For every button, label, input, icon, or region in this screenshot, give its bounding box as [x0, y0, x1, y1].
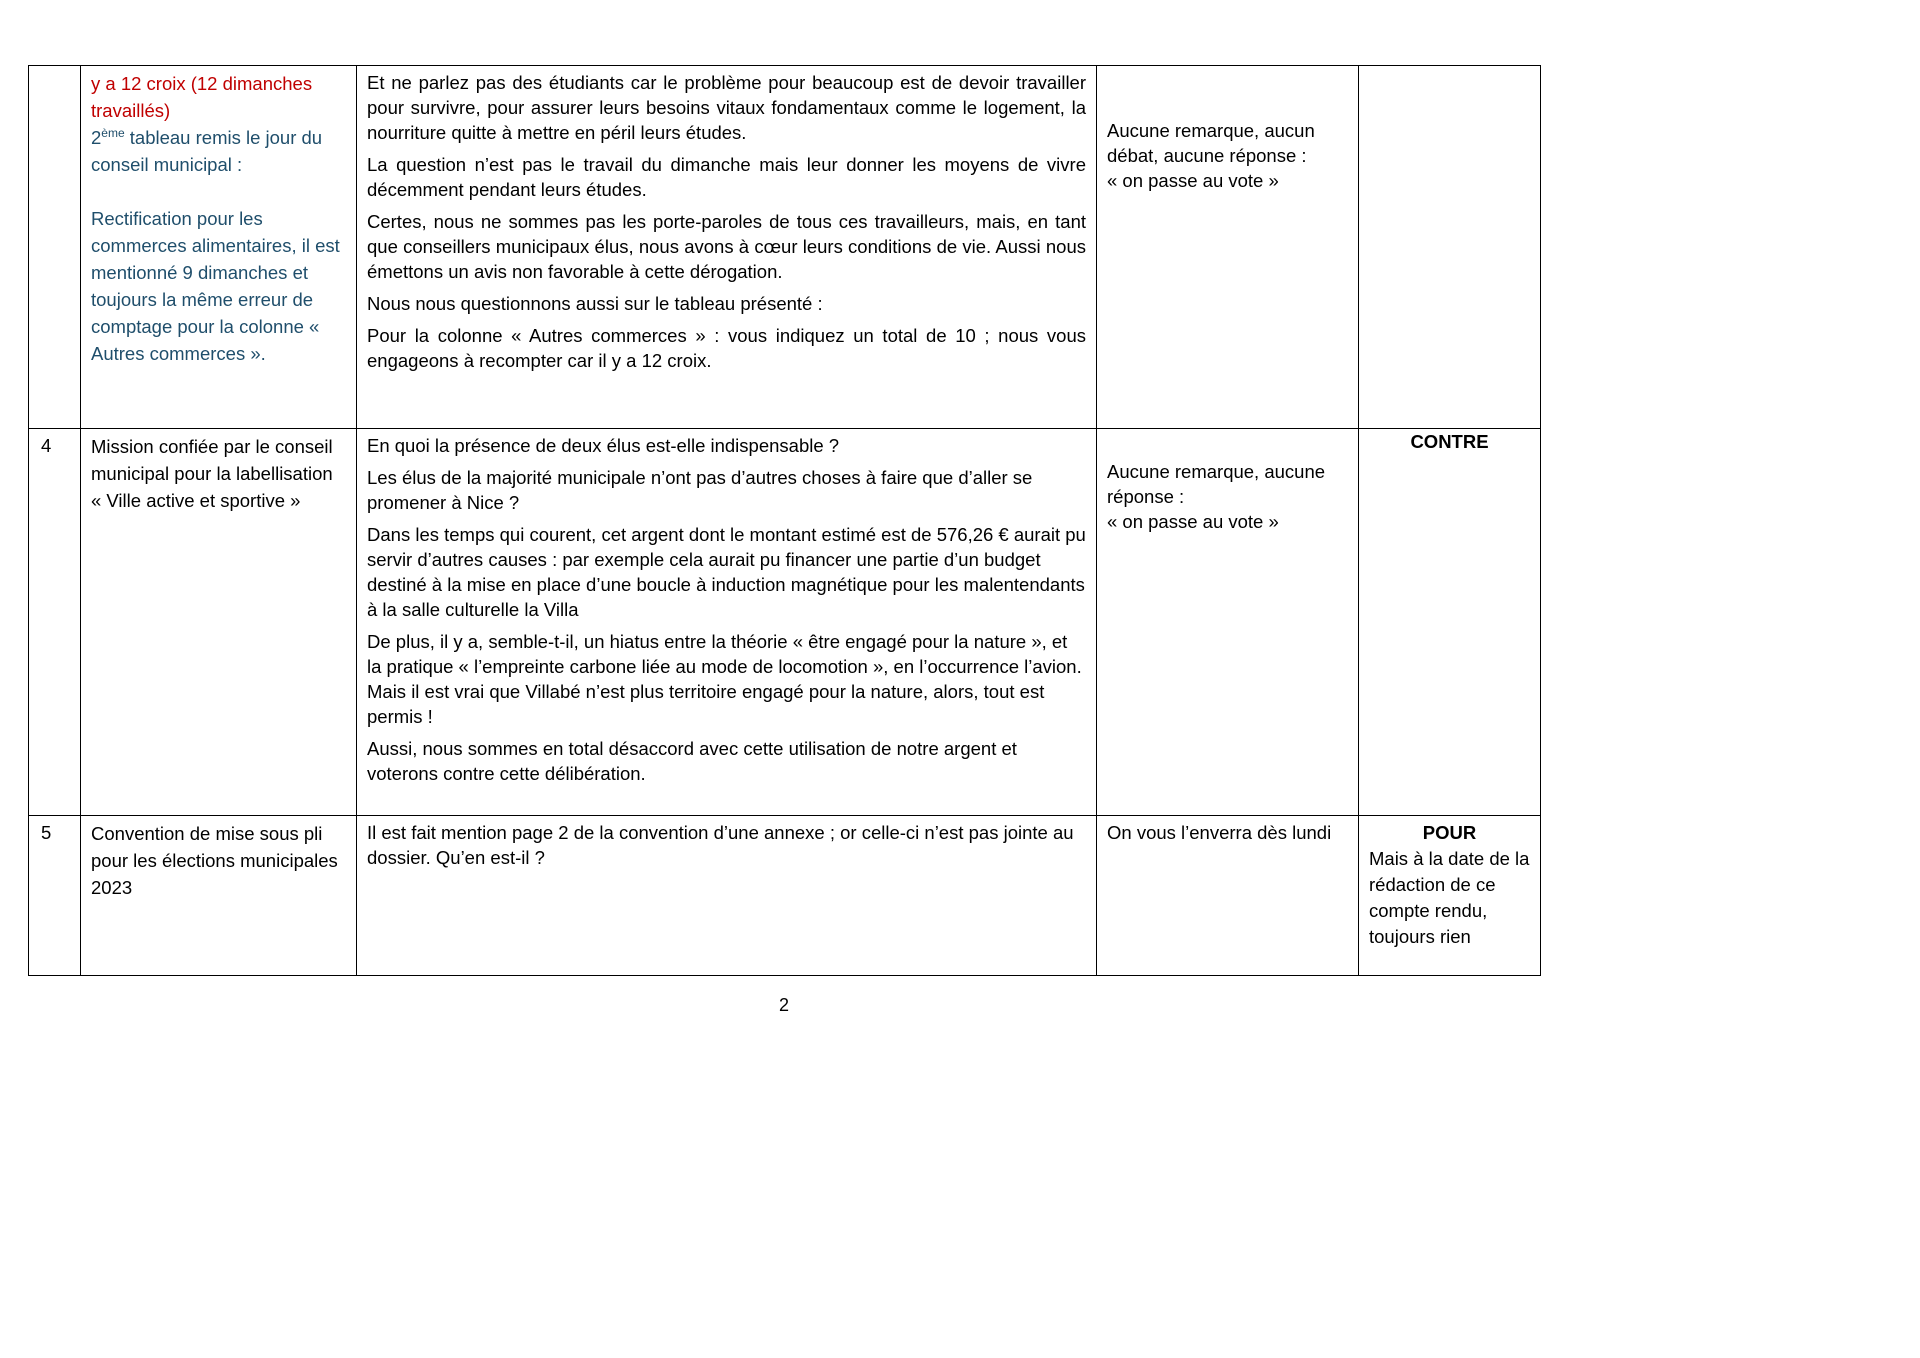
- topic-cell: [81, 66, 357, 429]
- comment-paragraph: De plus, il y a, semble-t-il, un hiatus entre la théorie « être engagé pour la nature », et la pratique « l’empreinte carbone liée au mode de locomotion », en l’occurrence l’avion. Mais il est vrai que Villabé n’est plus territoire engagé pour la nature, alors, tout est permis !: [367, 631, 1082, 727]
- comment-paragraph: La question n’est pas le travail du dimanche mais leur donner les moyens de vivre décemment pendant leurs études.: [367, 154, 1086, 200]
- row-number-cell: [29, 429, 81, 816]
- row-number-cell: [29, 66, 81, 429]
- vote-value: CONTRE: [1410, 431, 1489, 452]
- comment-paragraph: Et ne parlez pas des étudiants car le problème pour beaucoup est de devoir travailler pour survivre, pour assurer leurs besoins vitaux fondamentaux comme le logement, la nourriture quitte à mettre en péril leurs études.: [367, 72, 1086, 143]
- vote-cell: [1359, 429, 1541, 816]
- vote-cell: [1359, 816, 1541, 976]
- comment-paragraph: Certes, nous ne sommes pas les porte-paroles de tous ces travailleurs, mais, en tant que conseillers municipaux élus, nous avons à cœur leurs conditions de vie. Aussi nous émettons un avis non favorable à cette dérogation.: [367, 211, 1086, 282]
- row-number: 5: [41, 822, 52, 843]
- response-text: Aucune remarque, aucune réponse :: [1107, 461, 1326, 507]
- comment-cell: [357, 429, 1097, 816]
- response-text: « on passe au vote »: [1107, 170, 1279, 191]
- vote-value: POUR: [1422, 822, 1477, 843]
- response-cell: [1097, 816, 1359, 976]
- page-number: 2: [778, 995, 789, 1015]
- row-number: 4: [41, 435, 52, 456]
- response-cell: [1097, 429, 1359, 816]
- minutes-table: [28, 65, 1541, 976]
- comment-paragraph: Dans les temps qui courent, cet argent dont le montant estimé est de 576,26 € aurait pu servir d’autres causes : par exemple cela aurait pu financer une partie d’un budget destiné à la mise en place d’une boucle à induction magnétique pour les malentendants à la salle culturelle la Villa: [367, 524, 1086, 620]
- vote-note: Mais à la date de la rédaction de ce compte rendu, toujours rien: [1369, 848, 1530, 947]
- response-text: « on passe au vote »: [1107, 511, 1279, 532]
- comment-paragraph: Les élus de la majorité municipale n’ont pas d’autres choses à faire que d’aller se promener à Nice ?: [367, 467, 1033, 513]
- comment-paragraph: En quoi la présence de deux élus est-elle indispensable ?: [367, 435, 840, 456]
- comment-cell: [357, 816, 1097, 976]
- response-text: On vous l’enverra dès lundi: [1107, 822, 1332, 843]
- vote-cell: [1359, 66, 1541, 429]
- topic-cell: [81, 816, 357, 976]
- topic-text: Mission confiée par le conseil municipal pour la labellisation « Ville active et sportive »: [91, 436, 333, 511]
- comment-cell: [357, 66, 1097, 429]
- response-cell: [1097, 66, 1359, 429]
- topic-blue-rest: tableau remis le jour du conseil municipal :: [91, 127, 323, 175]
- table-row-5: [29, 816, 1541, 976]
- table-row-4: [29, 429, 1541, 816]
- row-number-cell: [29, 816, 81, 976]
- comment-paragraph: Aussi, nous sommes en total désaccord avec cette utilisation de notre argent et voterons contre cette délibération.: [367, 738, 1017, 784]
- response-text: Aucune remarque, aucun débat, aucune réponse :: [1107, 120, 1315, 166]
- comment-paragraph: Il est fait mention page 2 de la convention d’une annexe ; or celle-ci n’est pas jointe au dossier. Qu’en est-il ?: [367, 822, 1074, 868]
- comment-paragraph: Nous nous questionnons aussi sur le tableau présenté :: [367, 293, 823, 314]
- topic-text: Convention de mise sous pli pour les élections municipales 2023: [91, 823, 338, 898]
- topic-cell: [81, 429, 357, 816]
- topic-blue-text-2: Rectification pour les commerces alimentaires, il est mentionné 9 dimanches et toujours la même erreur de comptage pour la colonne « Autres commerces ».: [91, 208, 340, 364]
- comment-paragraph: Pour la colonne « Autres commerces » : vous indiquez un total de 10 ; nous vous engageons à recompter car il y a 12 croix.: [367, 325, 1086, 371]
- topic-blue-num: 2: [91, 127, 102, 148]
- vote-value-wrapper: [1359, 429, 1540, 454]
- topic-blue-text: [91, 124, 346, 178]
- topic-red-text: y a 12 croix (12 dimanches travaillés): [91, 73, 313, 121]
- table-row-continuation: [29, 66, 1541, 429]
- topic-blue-superscript: ème: [101, 125, 125, 140]
